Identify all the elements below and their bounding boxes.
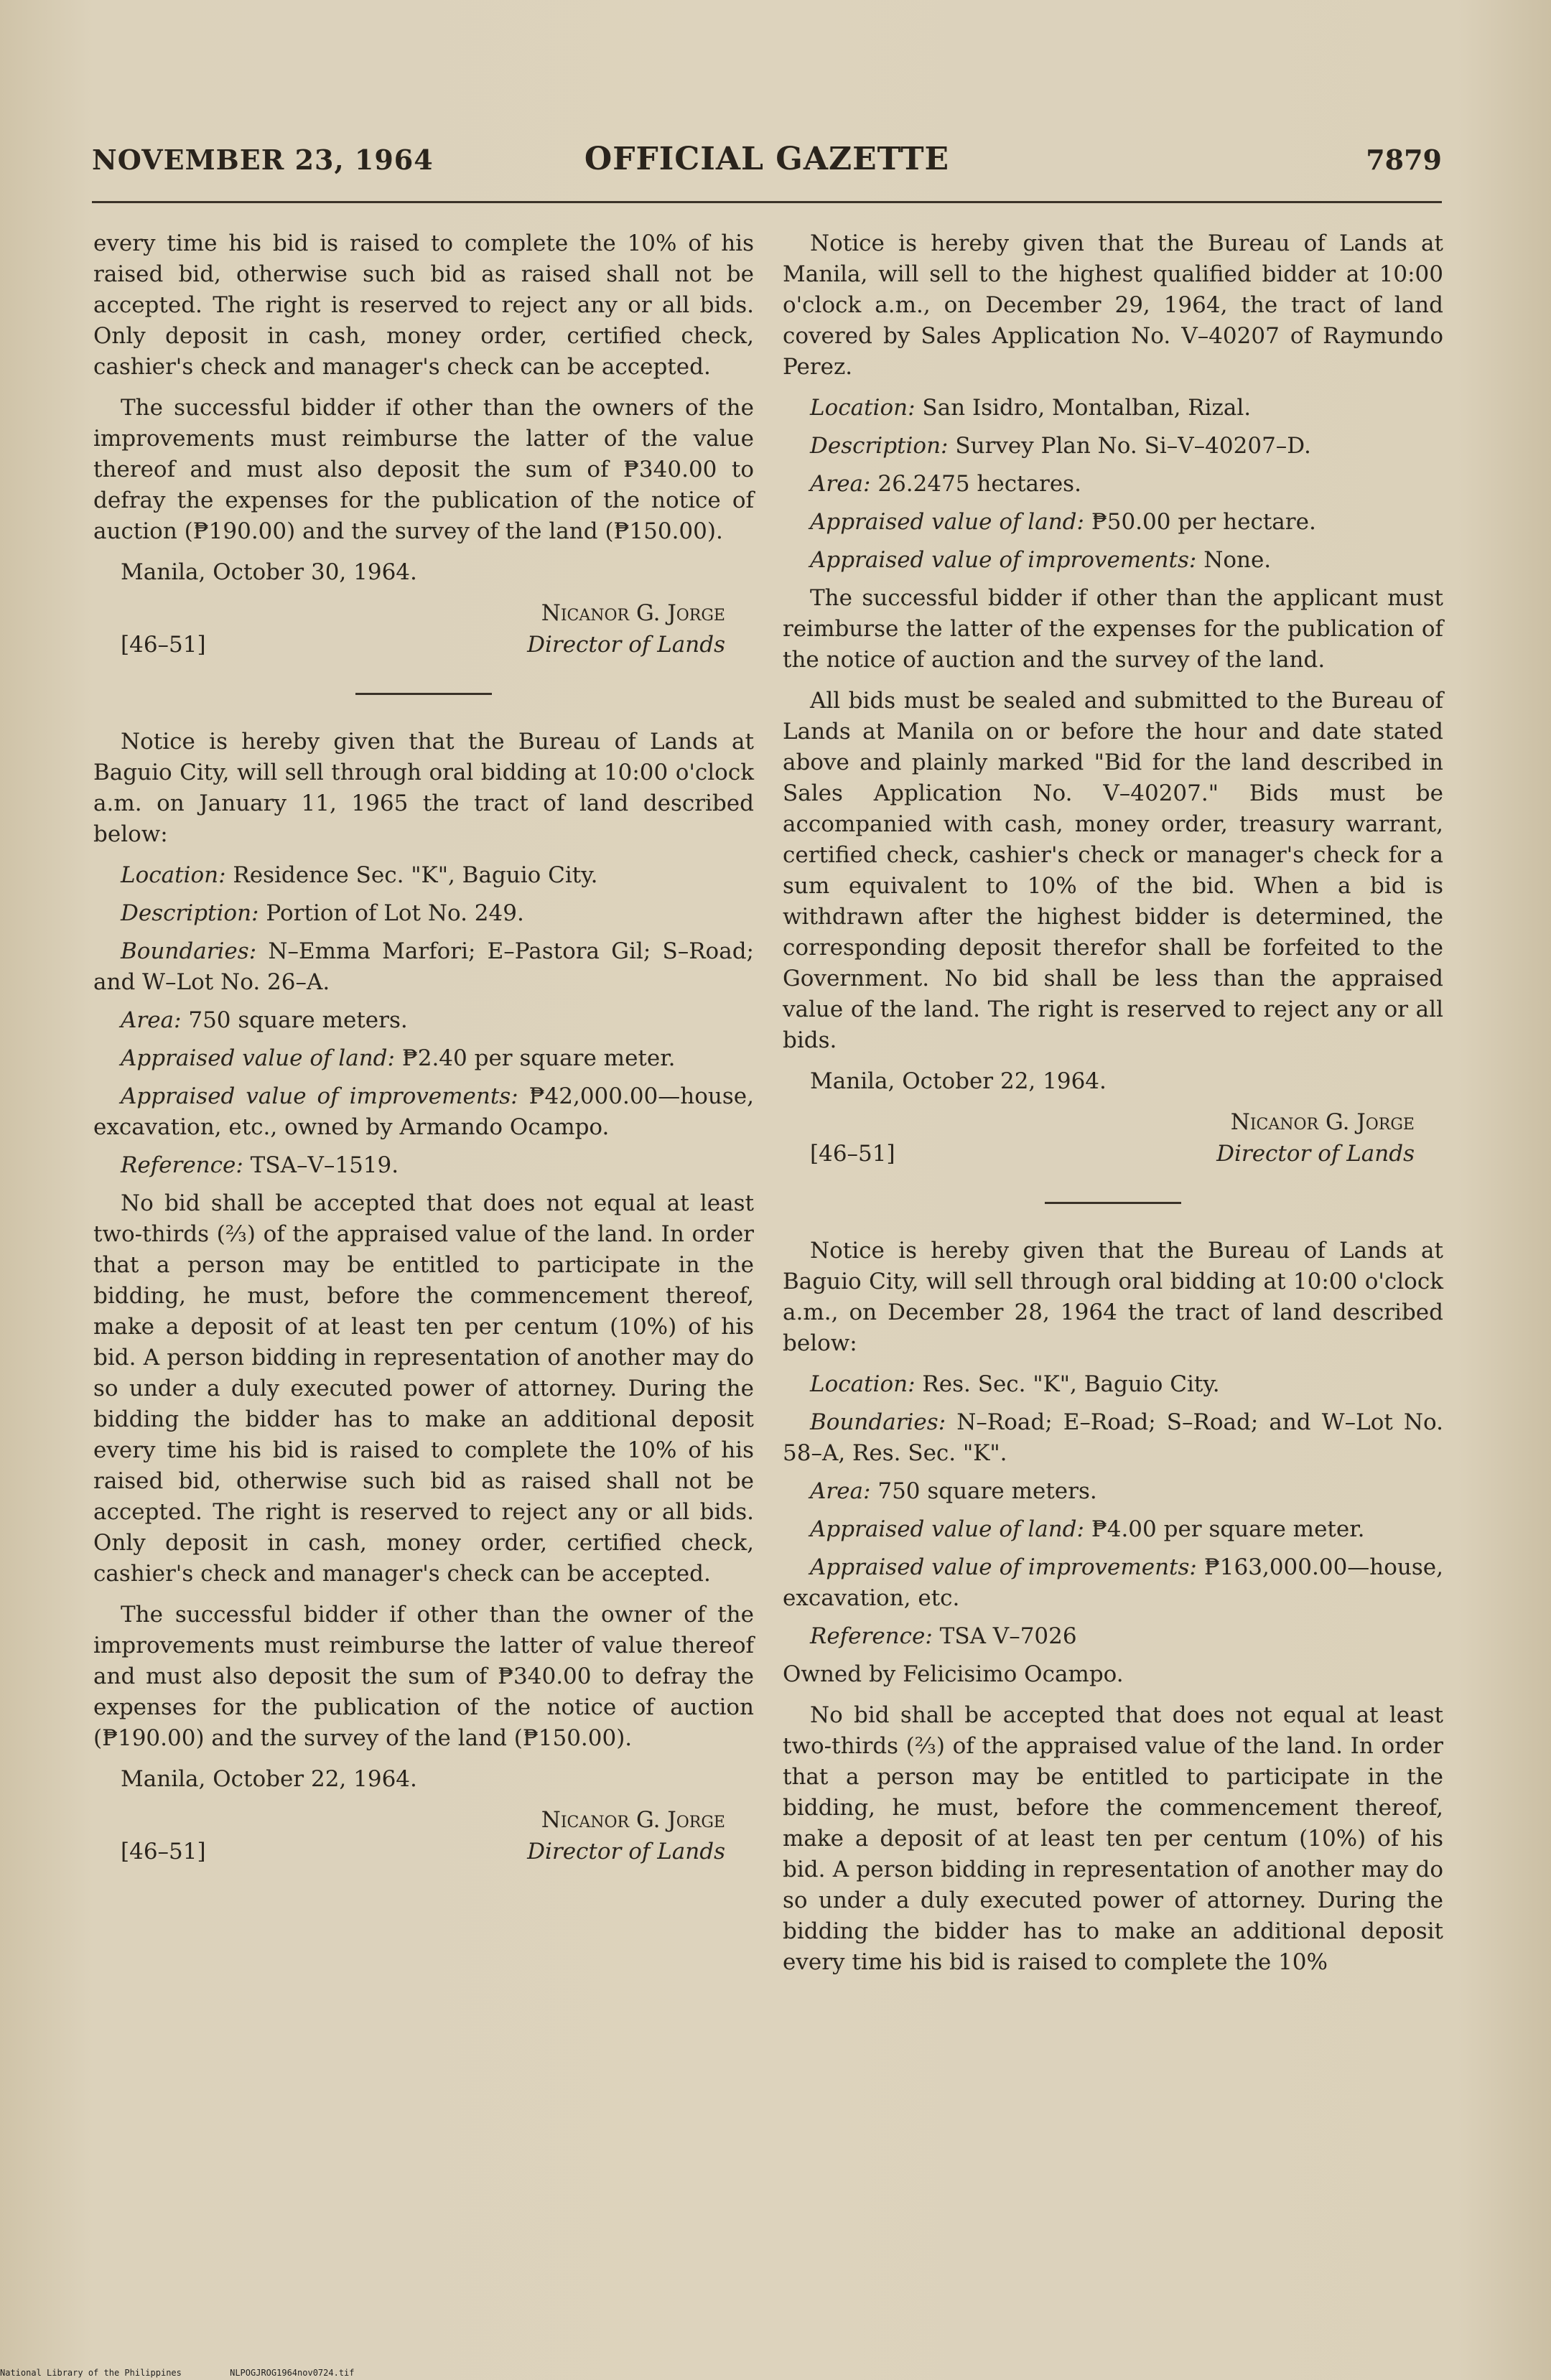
page-header [92,141,1442,187]
signatory-name: Nicanor G. Jorge [1230,1109,1415,1135]
notice-date-2: Manila, October 22, 1964. [121,1766,417,1792]
boundaries-line-2: Boundaries: N–Road; E–Road; S–Road; and W–Lot No. 58–A, Res. Sec. "K". [783,1409,1444,1466]
notice-intro: Notice is hereby given that the Bureau of Lands at Baguio City, will sell through oral bidding at 10:00 o'clock a.m. on January 11, 1965 the tract of land described below: [93,729,754,847]
library-credit: National Library of the Philippines [0,2368,182,2378]
page-number: 7879 [1366,144,1442,176]
section-divider [355,693,492,695]
signature-block [783,1107,1443,1173]
signatory-name: Nicanor G. Jorge [541,1807,725,1833]
signatory-title: Director of Lands [527,632,725,658]
signatory-title: Director of Lands [527,1839,725,1865]
successful-bidder-paragraph-2: The successful bidder if other than the owner of the improvements must reimburse the latter of value thereof and must also deposit the sum of ₱340.00 to defray the expenses for the publication of the notice of auction (₱190.00) and the survey of the land (₱150.00). [93,1602,754,1751]
scan-filename: NLPOGJROG1964nov0724.tif [230,2368,355,2378]
successful-bidder-paragraph: The successful bidder if other than the applicant must reimburse the latter of the expenses for the publication of the notice of auction and the survey of the land. [783,585,1443,673]
notice-date: Manila, October 30, 1964. [121,559,417,585]
reference-line-2: Reference: TSA V–7026 [810,1623,1077,1649]
continued-paragraph: every time his bid is raised to complete the 10% of his raised bid, otherwise such bid as raised shall not be accepted. The right is reserved to reject any or all bids. Only deposit in cash, money order, certified check, cashier's check and manager's check can be accepted. [93,230,754,380]
notice-number: [46–51] [121,632,206,658]
area-line-2: Area: 750 square meters. [810,1478,1097,1504]
land-value-line: Appraised value of land: ₱50.00 per hectare. [810,509,1316,535]
area-line: Area: 750 square meters. [121,1007,408,1033]
left-column [93,228,754,1878]
location-line: Location: San Isidro, Montalban, Rizal. [810,395,1252,421]
sealed-bids-paragraph: All bids must be sealed and submitted to the Bureau of Lands at Manila on or before the hour and date stated above and plainly marked "Bid for the land described in Sales Application No. V–40207." Bids must be accompanied with cash, money order, treasury warrant, certified check, cashier's check or manager's check for a sum equivalent to 10% of the bid. When a bid is withdrawn after the highest bidder is determined, the corresponding deposit therefor shall be forfeited to the Government. No bid shall be less than the appraised value of the land. The right is reserved to reject any or all bids. [783,688,1443,1053]
signature-block-2 [93,1805,754,1871]
signature-block [93,598,754,664]
notice-intro-2: Notice is hereby given that the Bureau of Lands at Baguio City, will sell through oral bidding at 10:00 o'clock a.m., on December 28, 1964 the tract of land described below: [783,1238,1443,1356]
notice-date: Manila, October 22, 1964. [810,1068,1107,1094]
reference-line: Reference: TSA–V–1519. [121,1152,399,1178]
notice-intro: Notice is hereby given that the Bureau of Lands at Manila, will sell to the highest qualified bidder at 10:00 o'clock a.m., on December 29, 1964, the tract of land covered by Sales Application No. V–40207 of Raymundo Perez. [783,230,1443,380]
section-divider [1045,1202,1181,1204]
right-column [783,228,1443,1988]
improvements-line-2: Appraised value of improvements: ₱163,000.00—house, excavation, etc. [783,1554,1444,1611]
boundaries-line: Boundaries: N–Emma Marfori; E–Pastora Gil; S–Road; and W–Lot No. 26–A. [93,938,754,995]
successful-bidder-paragraph: The successful bidder if other than the owners of the improvements must reimburse the latter of the value thereof and must also deposit the sum of ₱340.00 to defray the expenses for the publication of the notice of auction (₱190.00) and the survey of the land (₱150.00). [93,395,754,544]
notice-number: [46–51] [810,1141,895,1167]
area-line: Area: 26.2475 hectares. [810,471,1081,497]
bidding-terms-paragraph: No bid shall be accepted that does not equal at least two-thirds (⅔) of the appraised value of the land. In order that a person may be entitled to participate in the bidding, he must, before the commencement thereof, make a deposit of at least ten per centum (10%) of his bid. A person bidding in representation of another may do so under a duly executed power of attorney. During the bidding the bidder has to make an additional deposit every time his bid is raised to complete the 10% [783,1702,1443,1975]
description-line: Description: Portion of Lot No. 249. [121,900,524,926]
signatory-title: Director of Lands [1216,1141,1415,1167]
signatory-name: Nicanor G. Jorge [541,600,725,626]
publication-title: OFFICIAL GAZETTE [584,141,950,177]
notice-number: [46–51] [121,1839,206,1865]
land-value-line: Appraised value of land: ₱2.40 per square meter. [121,1045,676,1071]
header-rule [92,201,1442,203]
improvements-line: Appraised value of improvements: None. [810,547,1272,573]
issue-date: NOVEMBER 23, 1964 [92,144,434,176]
scan-footer [0,2368,398,2378]
owner-line: Owned by Felicisimo Ocampo. [783,1661,1124,1687]
location-line: Location: Residence Sec. "K", Baguio City. [121,862,598,888]
description-line: Description: Survey Plan No. Si–V–40207–D. [810,433,1311,459]
land-value-line-2: Appraised value of land: ₱4.00 per square meter. [810,1516,1365,1542]
improvements-line: Appraised value of improvements: ₱42,000.00—house, excavation, etc., owned by Armando Ocampo. [93,1083,754,1140]
location-line-2: Location: Res. Sec. "K", Baguio City. [810,1371,1220,1397]
bidding-terms-paragraph: No bid shall be accepted that does not equal at least two-thirds (⅔) of the appraised value of the land. In order that a person may be entitled to participate in the bidding, he must, before the commencement thereof, make a deposit of at least ten per centum (10%) of his bid. A person bidding in representation of another may do so under a duly executed power of attorney. During the bidding the bidder has to make an additional deposit every time his bid is raised to complete the 10% of his raised bid, otherwise such bid as raised shall not be accepted. The right is reserved to reject any or all bids. Only deposit in cash, money order, certified check, cashier's check and manager's check can be accepted. [93,1190,754,1587]
